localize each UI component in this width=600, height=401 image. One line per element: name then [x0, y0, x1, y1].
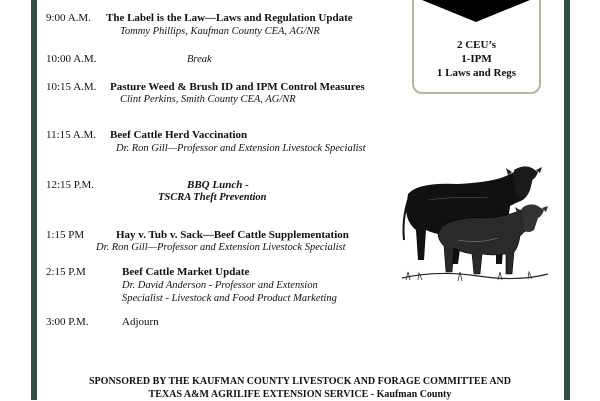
schedule-time: 9:00 A.M.	[46, 12, 91, 24]
footer-sponsor-line-2: TEXAS A&M AGRILIFE EXTENSION SERVICE - Kaufman County	[148, 389, 452, 400]
ceu-line-2: 1-IPM	[461, 53, 492, 65]
ceu-line-1: 2 CEU’s	[456, 39, 496, 51]
schedule-time: 10:15 A.M.	[46, 81, 97, 93]
schedule-speaker: TSCRA Theft Prevention	[158, 192, 267, 203]
schedule-title: BBQ Lunch -	[187, 179, 249, 191]
schedule-speaker-line2: Specialist - Livestock and Food Product Marketing	[122, 293, 337, 304]
footer-sponsor-line-1: SPONSORED BY THE KAUFMAN COUNTY LIVESTOCK AND FORAGE COMMITTEE AND	[89, 376, 511, 387]
cow-and-calf-illustration	[398, 160, 550, 284]
ceu-arrow	[422, 0, 530, 22]
schedule-speaker: Break	[187, 54, 212, 65]
schedule-title: The Label is the Law—Laws and Regulation Update	[106, 12, 353, 24]
schedule-time: 1:15 PM	[46, 229, 85, 241]
ceu-line-3: 1 Laws and Regs	[436, 67, 517, 79]
schedule-title: Beef Cattle Herd Vaccination	[110, 129, 248, 141]
schedule-speaker: Clint Perkins, Smith County CEA, AG/NR	[120, 94, 296, 105]
schedule-time: 2:15 P.M	[46, 266, 86, 278]
schedule-title: Beef Cattle Market Update	[122, 266, 250, 278]
schedule-time: 12:15 P.M.	[46, 179, 94, 191]
left-border	[31, 0, 37, 400]
schedule-speaker: Dr. Ron Gill—Professor and Extension Livestock Specialist	[116, 143, 366, 154]
schedule-speaker: Tommy Phillips, Kaufman County CEA, AG/NR	[120, 26, 320, 37]
schedule-speaker: Dr. David Anderson - Professor and Extension	[122, 280, 318, 291]
schedule-speaker: Dr. Ron Gill—Professor and Extension Livestock Specialist	[96, 242, 346, 253]
schedule-time: 10:00 A.M.	[46, 53, 97, 65]
schedule-time: 11:15 A.M.	[46, 129, 97, 141]
right-border	[564, 0, 570, 400]
schedule-title: Hay v. Tub v. Sack—Beef Cattle Supplementation	[116, 229, 349, 241]
schedule-title: Pasture Weed & Brush ID and IPM Control Measures	[110, 81, 365, 93]
schedule-title: Adjourn	[122, 316, 159, 328]
schedule-time: 3:00 P.M.	[46, 316, 89, 328]
